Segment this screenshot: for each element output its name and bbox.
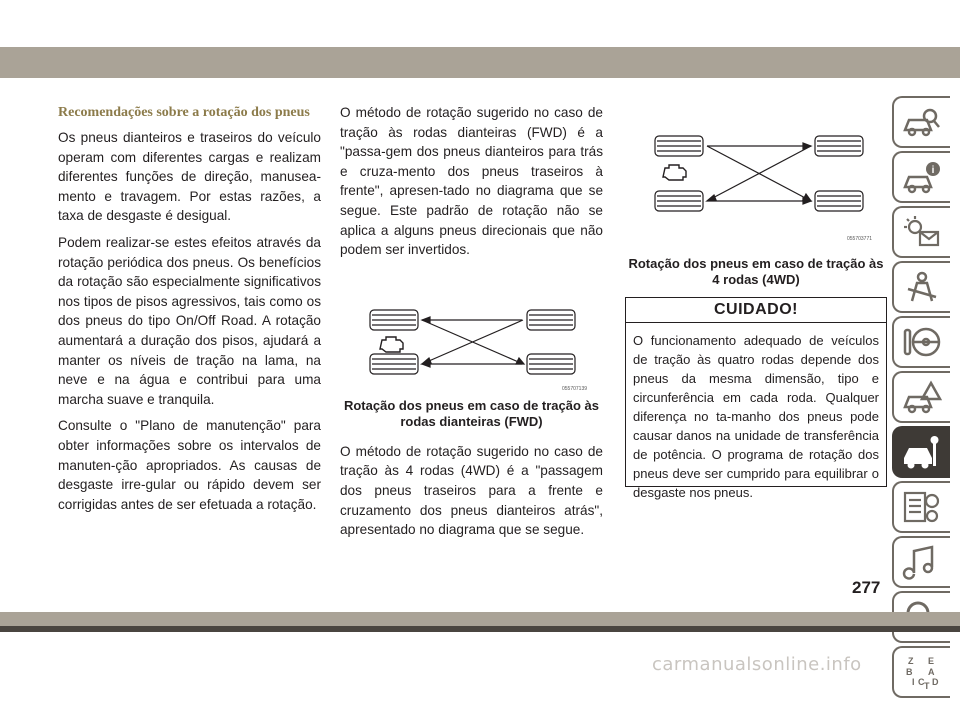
index-letter: I bbox=[912, 677, 915, 687]
section-title: Recomendações sobre a rotação dos pneus bbox=[58, 105, 310, 120]
paragraph: O método de rotação sugerido no caso de tração às 4 rodas (4WD) é a "passagem dos pneus traseiros para a frente e cruzamento dos pneus dianteiros atrás", apresentado no diagrama que se segue. bbox=[340, 443, 603, 538]
rotation-arrows bbox=[422, 317, 524, 367]
fwd-rotation-figure bbox=[340, 272, 603, 392]
starting-driving-icon bbox=[902, 324, 942, 360]
paragraph: Consulte o "Plano de manutenção" para obter informações sobre os intervalos de manuten-ção apropriados. As causas de desgaste irre-gular ou rápido devem ser corrigidas antes de ser efetuada a rotação. bbox=[58, 418, 321, 512]
figure-code: 055703771 bbox=[847, 236, 873, 242]
multimedia-icon bbox=[902, 544, 942, 580]
4wd-rotation-figure bbox=[625, 120, 887, 245]
tire-rear-left bbox=[370, 354, 418, 374]
airbag-safety-icon bbox=[902, 269, 942, 305]
fwd-rotation-diagram bbox=[340, 272, 603, 392]
column-middle bbox=[340, 103, 603, 547]
caution-text: O funcionamento adequado de veículos de tração às quatro rodas depende dos pneus da mesma dimensão, tipo e circunferência em cada roda. Qualquer diferença no ta-manho dos pneus pode causar danos na unidade de transferência de potência. O programa de rotação dos pneus deve ser cumprido para equilibrar o desgaste nos pneus. bbox=[633, 333, 879, 500]
tire-rear-left bbox=[655, 191, 703, 211]
technical-specs-icon bbox=[902, 489, 942, 525]
index-icon bbox=[902, 654, 942, 690]
tire-front-left bbox=[655, 136, 703, 156]
car-inspection-icon bbox=[902, 104, 942, 140]
paragraph: Os pneus dianteiros e traseiros do veículo operam com diferentes cargas e realizam diferentes funções de direção, manusea-mento e travagem. Por estas razões, a taxa de desgaste é desigual. bbox=[58, 130, 321, 224]
tire-front-left bbox=[370, 310, 418, 330]
emergency-icon bbox=[902, 379, 942, 415]
engine-icon bbox=[380, 337, 403, 352]
bottom-footer-bar bbox=[0, 612, 960, 632]
tab-car-inspection[interactable] bbox=[892, 96, 950, 148]
index-letter: C bbox=[918, 677, 925, 687]
rotation-arrows bbox=[707, 143, 811, 204]
index-letter: Z bbox=[908, 656, 914, 666]
tab-multimedia[interactable] bbox=[892, 536, 950, 588]
figure-caption: Rotação dos pneus em caso de tração às rodas dianteiras (FWD) bbox=[343, 397, 600, 429]
car-info-icon bbox=[902, 159, 942, 195]
4wd-rotation-diagram bbox=[625, 120, 887, 245]
figure-code: 055707139 bbox=[562, 385, 588, 392]
tab-technical-specs[interactable] bbox=[892, 481, 950, 533]
tab-car-info[interactable] bbox=[892, 151, 950, 203]
tab-servicing-maintenance[interactable] bbox=[892, 426, 950, 478]
servicing-maintenance-icon bbox=[902, 434, 942, 470]
footer-dark-band bbox=[0, 626, 960, 632]
paragraph: O método de rotação sugerido no caso de tração às rodas dianteiras (FWD) é a "passa-gem dos pneus dianteiros para trás e cruza-mento dos pneus traseiros à frente", apresen-tado no diagrama que se segue. Este padrão de rotação não se aplica a alguns pneus direcionais que não podem ser invertidos. bbox=[340, 105, 603, 258]
tab-warning-lights[interactable] bbox=[892, 206, 950, 258]
header-band bbox=[0, 47, 960, 78]
watermark: carmanualsonline.info bbox=[652, 654, 862, 675]
tire-rear-right bbox=[527, 354, 575, 374]
top-header-bar bbox=[0, 0, 960, 78]
figure-caption: Rotação dos pneus em caso de tração às 4 rodas (4WD) bbox=[628, 256, 884, 287]
column-left bbox=[58, 103, 321, 521]
caution-box bbox=[625, 297, 887, 500]
engine-icon bbox=[663, 165, 686, 180]
index-letter: T bbox=[924, 681, 930, 690]
index-letter: B bbox=[906, 667, 913, 677]
page-number: 277 bbox=[852, 578, 881, 597]
paragraph: Podem realizar-se estes efeitos através da rotação periódica dos pneus. Os benefícios da rotação são especialmente significativos nos tipos de pisos agressivos, tais como os dos pneus do tipo On/Off Road. A rotação aumentará a duração dos pisos, ajudará a manter os níveis de tração na lama, na neve e na água e contribui para uma marcha suave e tranquila. bbox=[58, 234, 321, 407]
caution-title: CUIDADO! bbox=[626, 298, 886, 323]
warning-lights-message-icon bbox=[902, 214, 942, 250]
tire-front-right bbox=[815, 136, 863, 156]
index-letter: E bbox=[928, 656, 935, 666]
tire-rear-right bbox=[815, 191, 863, 211]
index-letter: D bbox=[932, 677, 939, 687]
svg-text:i: i bbox=[931, 165, 935, 176]
tab-emergency[interactable] bbox=[892, 371, 950, 423]
tab-index[interactable] bbox=[892, 646, 950, 698]
tab-safety[interactable] bbox=[892, 261, 950, 313]
tab-starting-driving[interactable] bbox=[892, 316, 950, 368]
tire-front-right bbox=[527, 310, 575, 330]
chapter-tabs bbox=[888, 96, 960, 701]
index-letter: A bbox=[928, 667, 935, 677]
